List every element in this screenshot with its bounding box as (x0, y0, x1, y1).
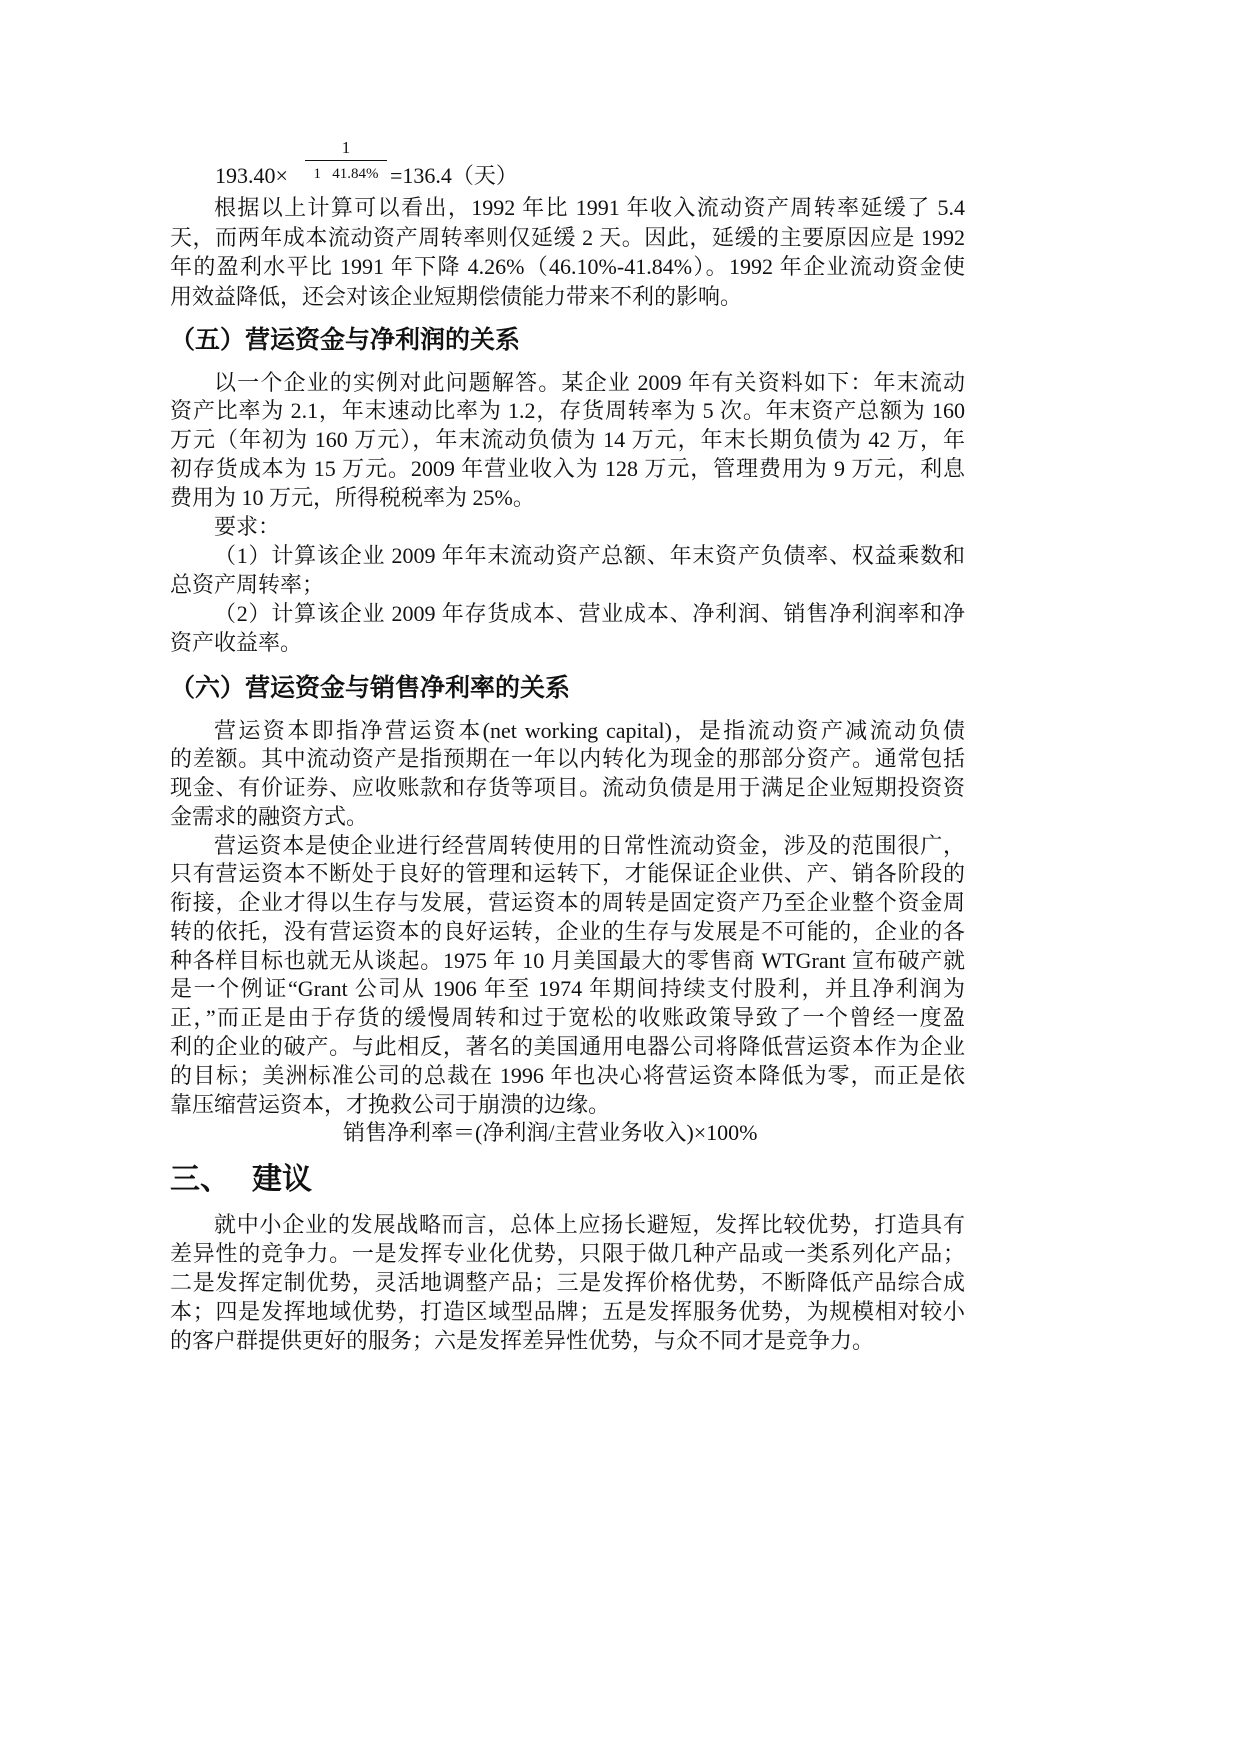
text-line: 以一个企业的实例对此问题解答。某企业 2009 年有关资料如下：年末流动 (214, 369, 965, 395)
net-margin-formula: 销售净利率＝(净利润/主营业务收入)×100% (343, 1120, 758, 1146)
fraction-denominator: 1 41.84% (313, 166, 379, 182)
text-line: （2）计算该企业 2009 年存货成本、营业成本、净利润、销售净利润率和净 (214, 600, 965, 626)
text-line: 资产比率为 2.1，年末速动比率为 1.2，存货周转率为 5 次。年末资产总额为 160 (170, 398, 965, 424)
formula-fraction (305, 138, 387, 186)
text-line: 年的盈利水平比 1991 年下降 4.26%（46.10%-41.84%）。1992 年企业流动资金使 (170, 254, 965, 279)
text-line: 现金、有价证券、应收账款和存货等项目。流动负债是用于满足企业短期投资资 (170, 775, 965, 801)
text-line: 的目标；美洲标准公司的总裁在 1996 年也决心将营运资本降低为零，而正是依 (170, 1062, 965, 1088)
text-line: （1）计算该企业 2009 年年末流动资产总额、年末资产负债率、权益乘数和 (214, 542, 965, 568)
text-line: 只有营运资本不断处于良好的管理和运转下，才能保证企业供、产、销各阶段的 (170, 861, 965, 887)
text-line: 差异性的竞争力。一是发挥专业化优势，只限于做几种产品或一类系列化产品； (170, 1240, 965, 1266)
text-line: 正，”而正是由于存货的缓慢周转和过于宽松的收账政策导致了一个曾经一度盈 (170, 1005, 965, 1031)
text-line: 根据以上计算可以看出，1992 年比 1991 年收入流动资产周转率延缓了 5.4 (214, 195, 965, 220)
text-line: 金需求的融资方式。 (170, 803, 369, 829)
text-line: 费用为 10 万元，所得税税率为 25%。 (170, 485, 535, 511)
text-line: 的差额。其中流动资产是指预期在一年以内转化为现金的那部分资产。通常包括 (170, 746, 965, 772)
fraction-numerator: 1 (341, 138, 351, 157)
chapter-title: 建议 (252, 1162, 312, 1197)
section-heading: （五）营运资金与净利润的关系 (170, 325, 521, 354)
fraction-bar (305, 160, 387, 161)
paragraph-block (170, 369, 965, 658)
text-line: 万元（年初为 160 万元），年末流动负债为 14 万元，年末长期负债为 42 万，年 (170, 427, 965, 453)
text-line: 靠压缩营运资本，才挽救公司于崩溃的边缘。 (170, 1091, 611, 1117)
chapter-number: 三、 (170, 1162, 230, 1197)
formula-multiplicand: 193.40× (215, 163, 288, 188)
text-line: 是一个例证“Grant 公司从 1906 年至 1974 年期间持续支付股利，并且净利润为 (170, 976, 965, 1002)
section-heading: （六）营运资金与销售净利率的关系 (170, 673, 571, 702)
text-line: 天，而两年成本流动资产周转率则仅延缓 2 天。因此，延缓的主要原因应是 1992 (170, 224, 965, 250)
text-line: 资产收益率。 (170, 629, 303, 655)
paragraph-block (170, 1210, 965, 1355)
text-line: 的客户群提供更好的服务；六是发挥差异性优势，与众不同才是竞争力。 (170, 1327, 875, 1353)
text-line: 转的依托，没有营运资本的良好运转，企业的生存与发展是不可能的，企业的各 (170, 918, 965, 944)
text-line: 营运资本是使企业进行经营周转使用的日常性流动资金，涉及的范围很广， (214, 832, 965, 858)
paragraph-block (170, 193, 965, 311)
text-line: 利的企业的破产。与此相反，著名的美国通用电器公司将降低营运资本作为企业 (170, 1034, 965, 1060)
text-line: 用效益降低，还会对该企业短期偿债能力带来不利的影响。 (170, 283, 743, 309)
paragraph-block (170, 717, 965, 1148)
text-line: 总资产周转率； (170, 571, 325, 597)
text-line: 营运资本即指净营运资本(net working capital)，是指流动资产减流动负债 (214, 717, 965, 743)
formula-result: =136.4（天） (390, 163, 518, 188)
text-line: 本；四是发挥地域优势，打造区域型品牌；五是发挥服务优势，为规模相对较小 (170, 1298, 965, 1324)
text-line: 二是发挥定制优势，灵活地调整产品；三是发挥价格优势，不断降低产品综合成 (170, 1269, 965, 1295)
text-line: 就中小企业的发展战略而言，总体上应扬长避短，发挥比较优势，打造具有 (214, 1211, 965, 1237)
text-line: 初存货成本为 15 万元。2009 年营业收入为 128 万元，管理费用为 9 万元，利息 (170, 456, 965, 482)
text-line: 种各样目标也就无从谈起。1975 年 10 月美国最大的零售商 WTGrant 宣布破产就 (170, 947, 965, 973)
text-line: 衔接，企业才得以生存与发展，营运资本的周转是固定资产乃至企业整个资金周 (170, 890, 965, 916)
chapter-heading (170, 1160, 312, 1200)
text-line: 要求： (214, 513, 281, 539)
